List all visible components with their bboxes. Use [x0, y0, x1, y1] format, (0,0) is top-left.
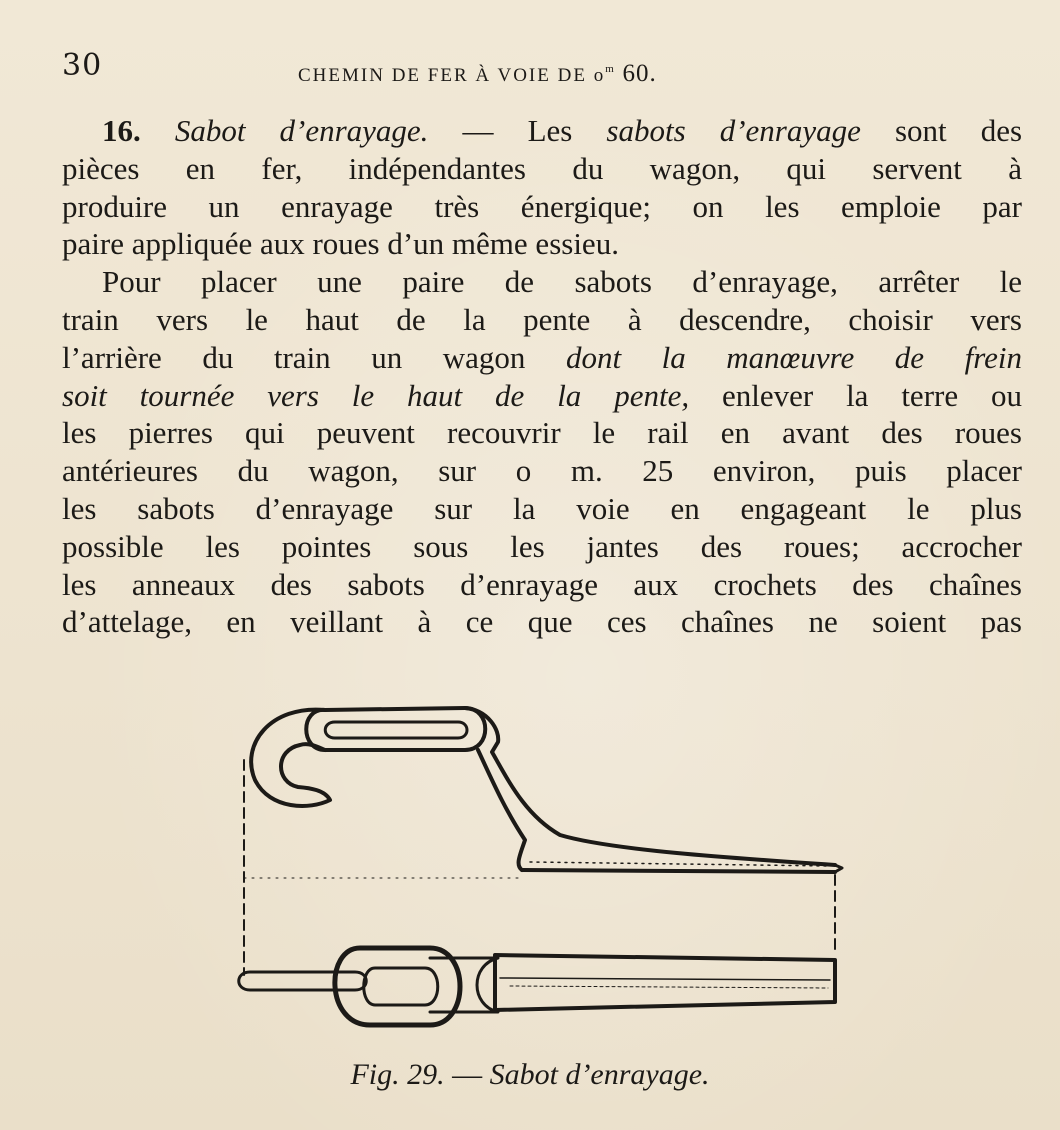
running-head-text: CHEMIN DE FER À VOIE DE o: [298, 65, 606, 86]
text-run: l’arrière du train un wagon: [62, 339, 566, 375]
text-run: antérieures du wagon, sur o m. 25 environ, puis placer: [62, 453, 1022, 489]
text-run: sont des: [860, 113, 1023, 148]
lower-link-joint: [430, 958, 498, 1012]
italic-run: sabots d’enrayage: [606, 113, 861, 148]
running-head: [298, 60, 657, 88]
text-run: produire un enrayage très énergique; on les emploie par: [62, 188, 1022, 224]
shoe-upper-edge: [465, 708, 835, 865]
running-head-value: 60.: [622, 60, 657, 87]
italic-run: soit tournée vers le haut de la pente,: [62, 377, 690, 413]
text-line: [62, 414, 1022, 452]
caption-dash: —: [444, 1058, 490, 1091]
text-run: d’attelage, en veillant à ce que ces chaînes ne soient pas: [62, 604, 1022, 640]
italic-run: dont la manœuvre de frein: [565, 339, 1022, 375]
text-run: Pour placer une paire de sabots d’enrayage, arrêter le: [102, 264, 1022, 300]
section-heading-line: [62, 112, 1022, 150]
running-head-superscript: m: [605, 62, 616, 75]
lower-link-middle-inner: [364, 968, 438, 1005]
upper-chain-link-outer: [306, 708, 485, 750]
upper-chain-link-inner: [325, 722, 467, 738]
text-run: Les: [527, 113, 607, 148]
text-line: [62, 603, 1022, 641]
text-run: paire appliquée aux roues d’un même essieu.: [62, 226, 619, 262]
figure-caption: [0, 1058, 1060, 1092]
text-line: [62, 528, 1022, 566]
section-dash: —: [428, 113, 528, 148]
body-text: [62, 112, 1022, 641]
text-line: [62, 339, 1022, 377]
text-line: [62, 566, 1022, 604]
text-run: les anneaux des sabots d’enrayage aux crochets des chaînes: [62, 566, 1022, 602]
text-run: train vers le haut de la pente à descendre, choisir vers: [62, 301, 1022, 337]
caption-title: Sabot d’enrayage.: [489, 1058, 710, 1091]
hook-shape: [251, 710, 330, 806]
figure-sabot-illustration: [230, 690, 860, 1040]
text-line: [528, 113, 1022, 148]
section-number: 16.: [102, 113, 141, 148]
text-run: les pierres qui peuvent recouvrir le rail en avant des roues: [62, 415, 1022, 451]
sabot-drawing: [230, 690, 860, 1040]
text-run: pièces en fer, indépendantes du wagon, qui servent à: [62, 150, 1022, 186]
text-line: [62, 377, 1022, 415]
text-run: les sabots d’enrayage sur la voie en engageant le plus: [62, 490, 1022, 526]
text-run: possible les pointes sous les jantes des roues; accrocher: [62, 528, 1022, 564]
lower-bar-line: [500, 978, 830, 980]
text-run: enlever la terre ou: [689, 377, 1022, 413]
shoe-tip: [835, 865, 842, 872]
text-line: [62, 188, 1022, 226]
lower-bar-outline: [495, 955, 835, 1010]
text-line: [62, 301, 1022, 339]
text-line: [62, 452, 1022, 490]
section-title: Sabot d’enrayage.: [174, 113, 429, 148]
lower-bar-detail: [510, 986, 828, 988]
text-line: [62, 150, 1022, 188]
text-line: [62, 490, 1022, 528]
text-line: [62, 225, 1022, 263]
page-number: 30: [62, 48, 103, 83]
lower-link-left: [239, 972, 367, 990]
shoe-sole: [522, 870, 835, 872]
caption-label: Fig. 29.: [350, 1058, 445, 1091]
text-line: [62, 263, 1022, 301]
